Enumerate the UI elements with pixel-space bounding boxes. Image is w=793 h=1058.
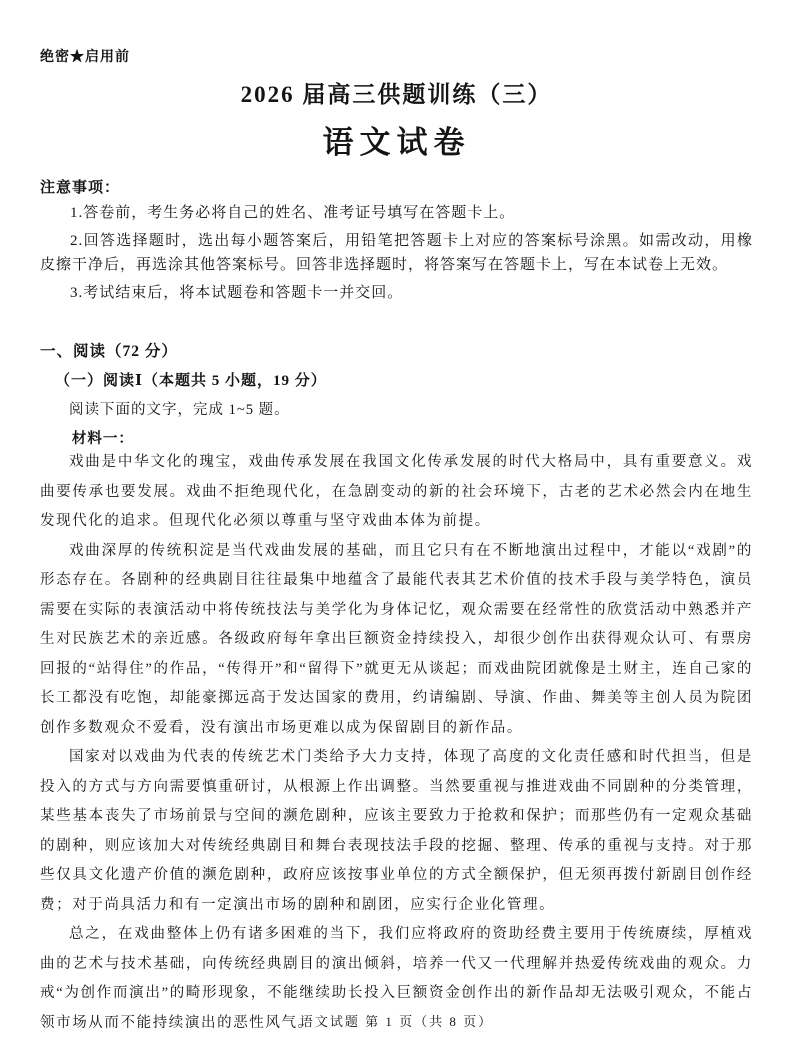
material-label: 材料一：	[71, 431, 134, 447]
notice-list	[40, 201, 753, 305]
notice-heading: 注意事项：	[40, 180, 121, 196]
page-footer: 语文试题 第 1 页（共 8 页）	[299, 1014, 494, 1029]
notice-item: 3.考试结束后，将本试题卷和答题卡一并交回。	[70, 285, 404, 301]
notice-item: 2.回答选择题时，选出每小题答案后，用铅笔把答题卡上对应的答案标号涂黑。如需改动，用橡皮擦干净后，再选涂其他答案标号。回答非选择题时，将答案写在答题卡上，写在本试卷上无效。	[40, 233, 753, 273]
material-body	[40, 448, 753, 1038]
notice-item: 1.答卷前，考生务必将自己的姓名、准考证号填写在答题卡上。	[70, 205, 516, 221]
classification-banner: 绝密★启用前	[40, 50, 130, 65]
reading-instruction: 阅读下面的文字，完成 1~5 题。	[69, 402, 290, 418]
body-paragraph: 国家对以戏曲为代表的传统艺术门类给予大力支持，体现了高度的文化责任感和时代担当，但是投入的方式与方向需要慎重研讨，从根源上作出调整。当然要重视与推进戏曲不同剧种的分类管理，某些基本丧失了市场前景与空间的濒危剧种，应该主要致力于抢救和保护；而那些仍有一定观众基础的剧种，则应该加大对传统经典剧目和舞台表现技法手段的挖掘、整理、传承的重视与支持。对于那些仅具文化遗产价值的濒危剧种，政府应该按事业单位的方式全额保护，但无须再拨付新剧目创作经费；对于尚具活力和有一定演出市场的剧种和剧团，应实行企业化管理。	[40, 749, 753, 913]
part-heading-reading-1: （一）阅读Ⅰ（本题共 5 小题，19 分）	[55, 373, 327, 389]
exam-title: 2026 届高三供题训练（三）	[240, 82, 553, 107]
body-paragraph: 戏曲是中华文化的瑰宝，戏曲传承发展在我国文化传承发展的时代大格局中，具有重要意义。戏曲要传承也要发展。戏曲不拒绝现代化，在急剧变动的新的社会环境下，古老的艺术必然会内在地生发现代化的追求。但现代化必须以尊重与坚守戏曲本体为前提。	[40, 454, 753, 529]
section-heading-reading: 一、阅读（72 分）	[40, 343, 178, 360]
subject-title: 语文试卷	[322, 125, 471, 160]
body-paragraph: 总之，在戏曲整体上仍有诸多困难的当下，我们应将政府的资助经费主要用于传统赓续，厚植戏曲的艺术与技术基础，向传统经典剧目的演出倾斜，培养一代又一代理解并热爱传统戏曲的观众。力戒“为创作而演出”的畸形现象，不能继续助长投入巨额资金创作出的新作品却无法吸引观众，不能占领市场从而不能持续演出的恶性风气。	[40, 926, 753, 1031]
body-paragraph: 戏曲深厚的传统积淀是当代戏曲发展的基础，而且它只有在不断地演出过程中，才能以“戏剧”的形态存在。各剧种的经典剧目往往最集中地蕴含了最能代表其艺术价值的技术手段与美学特色，演员需要在实际的表演活动中将传统技法与美学化为身体记忆，观众需要在经常性的欣赏活动中熟悉并产生对民族艺术的亲近感。各级政府每年拿出巨额资金持续投入，却很少创作出获得观众认可、有票房回报的“站得住”的作品，“传得开”和“留得下”就更无从谈起；而戏曲院团就像是土财主，连自己家的长工都没有吃饱，却能豪掷远高于发达国家的费用，约请编剧、导演、作曲、舞美等主创人员为院团创作多数观众不爱看，没有演出市场更难以成为保留剧目的新作品。	[40, 542, 753, 736]
